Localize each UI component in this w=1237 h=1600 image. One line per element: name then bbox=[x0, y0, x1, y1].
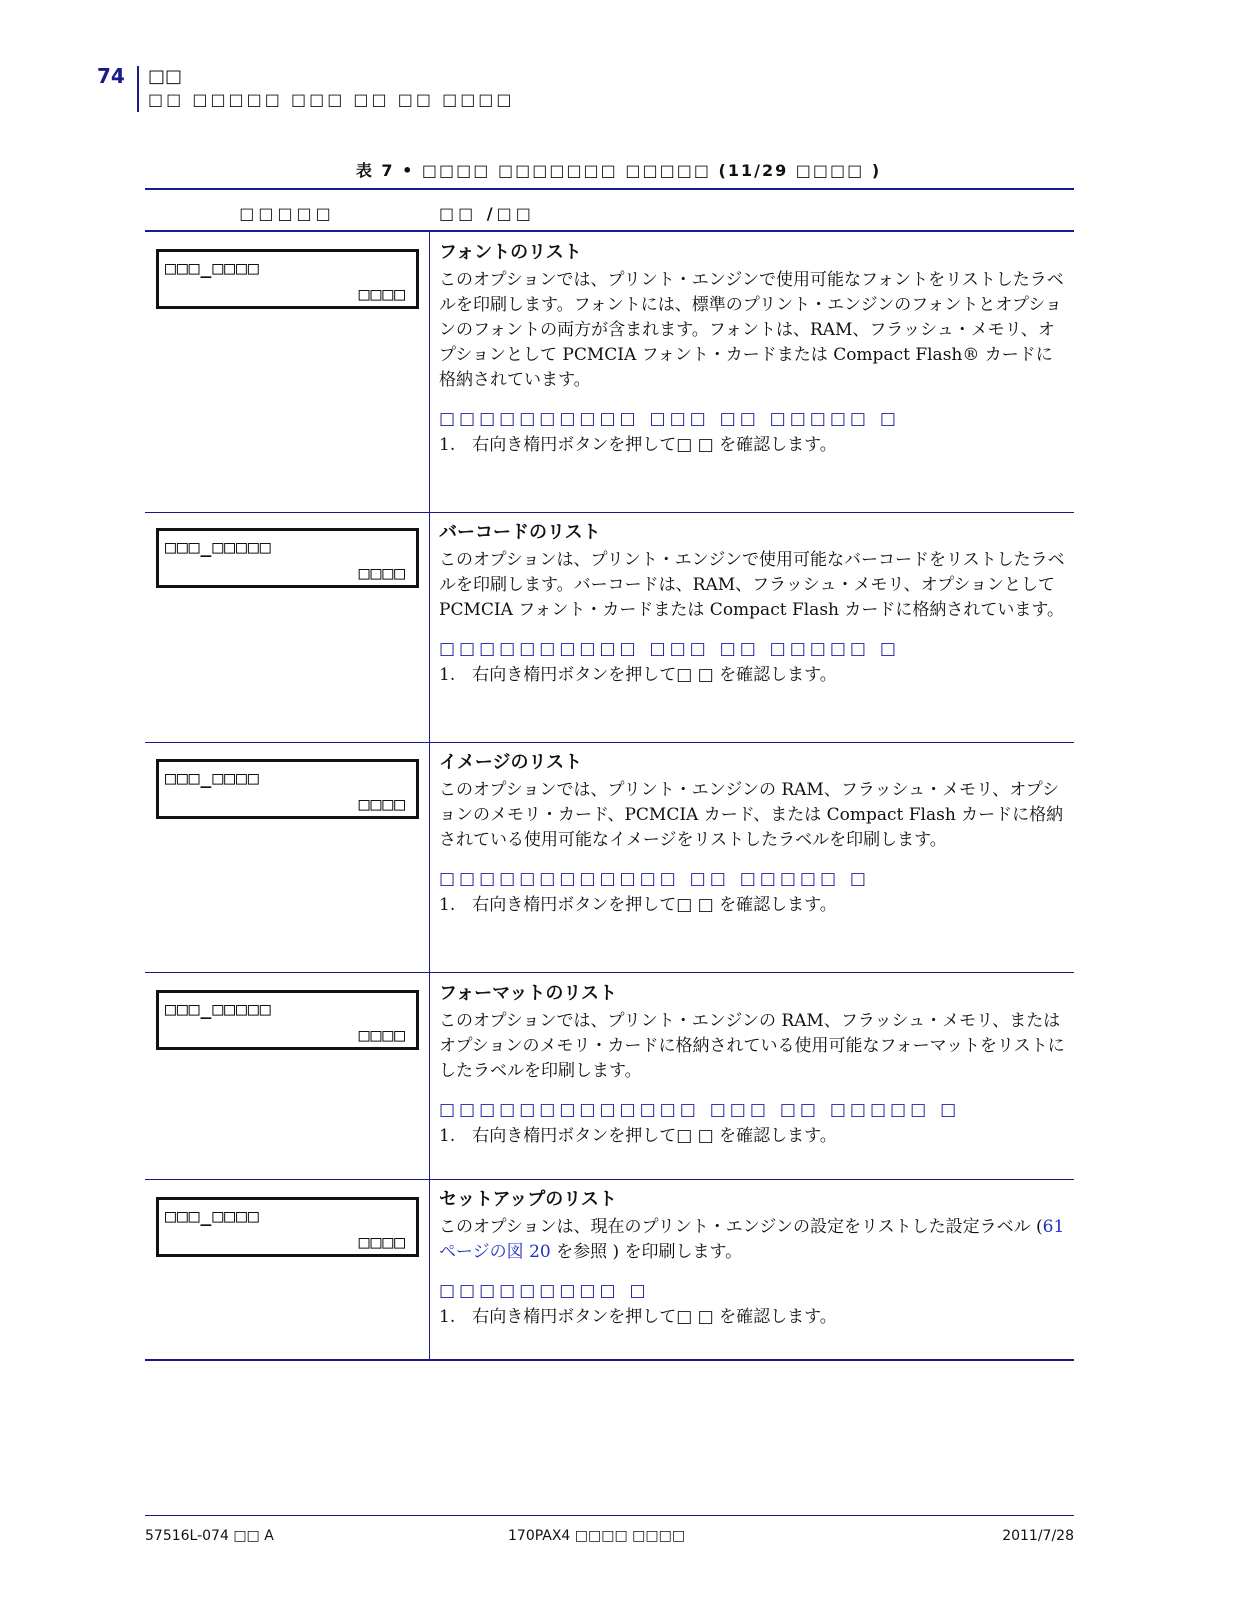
section-title: イメージのリスト bbox=[439, 752, 583, 773]
lcd-line-1: □□□_□□□□ bbox=[165, 258, 260, 279]
footer-product-title: 170PAX4 □□□□ □□□□ bbox=[508, 1528, 686, 1544]
lcd-line-1: □□□_□□□□ bbox=[165, 1206, 260, 1227]
section-body: このオプションは、プリント・エンジンで使用可能なバーコードをリストしたラベルを印刷します。バーコードは、RAM、フラッシュ・メモリ、オプションとして PCMCIA フォント・カードまたは Compact Flash カードに格納されています。 bbox=[439, 550, 1065, 620]
section-body-text: このオプションは、現在のプリント・エンジンの設定をリストした設定ラベル ( bbox=[439, 1217, 1043, 1237]
procedure-step: 1. 右向き楕円ボタンを押して□ □ を確認します。 bbox=[439, 895, 837, 915]
procedure-step: 1. 右向き楕円ボタンを押して□ □ を確認します。 bbox=[439, 1307, 837, 1327]
table-caption: 表 7 • □□□□ □□□□□□□ □□□□□ (11/29 □□□□ ) bbox=[355, 161, 882, 180]
lcd-line-2: □□□□ bbox=[358, 1025, 406, 1046]
procedure-step: 1. 右向き楕円ボタンを押して□ □ を確認します。 bbox=[439, 1126, 837, 1146]
lcd-display bbox=[156, 1197, 419, 1257]
section-list-images bbox=[439, 748, 1069, 917]
row-divider bbox=[145, 1179, 1074, 1180]
lcd-display bbox=[156, 528, 419, 588]
section-body: このオプションでは、プリント・エンジンの RAM、フラッシュ・メモリ、オプションのメモリ・カード、PCMCIA カード、または Compact Flash カードに格納されている使用可能なイメージをリストしたラベルを印刷します。 bbox=[439, 780, 1064, 850]
lcd-display bbox=[156, 759, 419, 819]
section-list-setup bbox=[439, 1185, 1069, 1329]
footer-date: 2011/7/28 bbox=[1002, 1528, 1074, 1544]
table-top-rule bbox=[145, 188, 1074, 190]
lcd-line-1: □□□_□□□□ bbox=[165, 768, 260, 789]
procedure-step: 1. 右向き楕円ボタンを押して□ □ を確認します。 bbox=[439, 435, 837, 455]
page-number: 74 bbox=[97, 64, 125, 88]
row-divider bbox=[145, 512, 1074, 513]
table-header-rule bbox=[145, 230, 1074, 232]
header-title: □□ bbox=[148, 66, 183, 87]
table-column-divider bbox=[429, 232, 430, 1360]
footer-rule bbox=[145, 1515, 1074, 1516]
lcd-line-1: □□□_□□□□□ bbox=[165, 537, 272, 558]
lcd-line-1: □□□_□□□□□ bbox=[165, 999, 272, 1020]
section-title: バーコードのリスト bbox=[439, 522, 601, 543]
header-rule bbox=[137, 66, 139, 112]
section-title: セットアップのリスト bbox=[439, 1189, 617, 1210]
section-body: このオプションでは、プリント・エンジンで使用可能なフォントをリストしたラベルを印刷します。フォントには、標準のプリント・エンジンのフォントとオプションのフォントの両方が含まれます。フォントは、RAM、フラッシュ・メモリ、オプションとして PCMCIA フォント・カードまたは Compact Flash® カードに格納されています。 bbox=[439, 270, 1064, 390]
column-header-display: □□□□□ bbox=[239, 204, 335, 223]
section-list-formats bbox=[439, 979, 1069, 1148]
footer-doc-number: 57516L-074 □□ A bbox=[145, 1528, 274, 1544]
procedure-heading: □□□□□□□□□□□□□ □□□ □□ □□□□□ □ bbox=[439, 1100, 961, 1120]
lcd-line-2: □□□□ bbox=[358, 1232, 406, 1253]
lcd-line-2: □□□□ bbox=[358, 563, 406, 584]
figure-reference-link[interactable]: 61 ページの図 20 bbox=[439, 1217, 1065, 1262]
procedure-heading: □□□□□□□□□□□□ □□ □□□□□ □ bbox=[439, 869, 870, 889]
section-title: フォントのリスト bbox=[439, 242, 582, 263]
section-body-text: を参照 ) を印刷します。 bbox=[550, 1242, 743, 1262]
row-divider bbox=[145, 972, 1074, 973]
section-list-fonts bbox=[439, 238, 1069, 457]
lcd-display bbox=[156, 249, 419, 309]
procedure-heading: □□□□□□□□□□ □□□ □□ □□□□□ □ bbox=[439, 409, 900, 429]
table-bottom-rule bbox=[145, 1359, 1074, 1361]
procedure-heading: □□□□□□□□□□ □□□ □□ □□□□□ □ bbox=[439, 639, 900, 659]
section-body bbox=[439, 1215, 1069, 1265]
column-header-description: □□ /□□ bbox=[439, 204, 535, 223]
section-body: このオプションでは、プリント・エンジンの RAM、フラッシュ・メモリ、またはオプションのメモリ・カードに格納されている使用可能なフォーマットをリストにしたラベルを印刷します。 bbox=[439, 1011, 1065, 1081]
row-divider bbox=[145, 742, 1074, 743]
procedure-heading: □□□□□□□□□ □ bbox=[439, 1281, 650, 1301]
section-list-barcodes bbox=[439, 518, 1069, 687]
header-subtitle: □□ □□□□□ □□□ □□ □□ □□□□ bbox=[148, 90, 515, 109]
lcd-display bbox=[156, 990, 419, 1050]
procedure-step: 1. 右向き楕円ボタンを押して□ □ を確認します。 bbox=[439, 665, 837, 685]
lcd-line-2: □□□□ bbox=[358, 284, 406, 305]
lcd-line-2: □□□□ bbox=[358, 794, 406, 815]
section-title: フォーマットのリスト bbox=[439, 983, 618, 1004]
